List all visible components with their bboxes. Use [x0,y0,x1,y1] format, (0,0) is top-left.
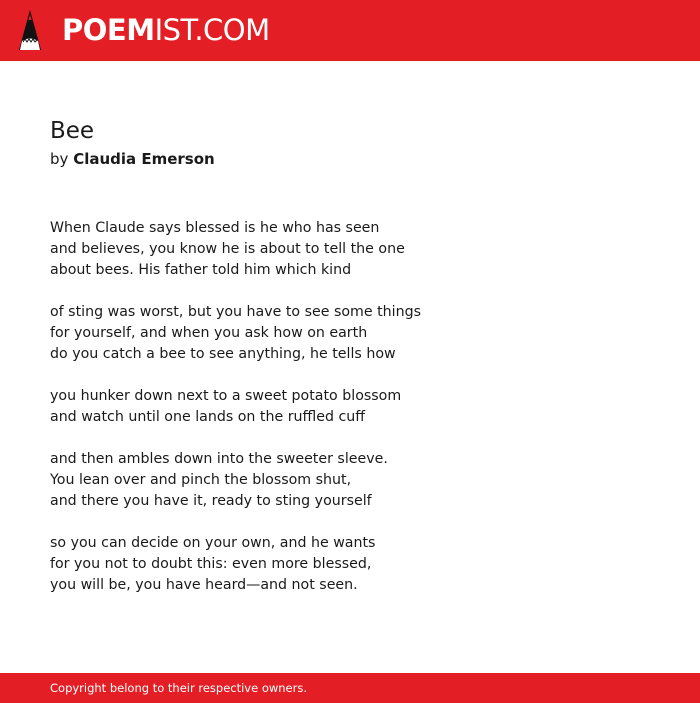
poem-line: When Claude says blessed is he who has seen [50,220,380,236]
stanza [50,449,650,512]
stanza [50,533,650,596]
site-footer [0,673,700,703]
poem-line: you will be, you have heard⁠—⁠and not seen. [50,577,358,593]
site-header [0,0,700,61]
poem-line: You lean over and pinch the blossom shut, [50,472,352,488]
by-label: by [50,150,69,168]
logo-light-text: IST.COM [154,13,270,47]
poem-line: you hunker down next to a sweet potato blossom [50,388,402,404]
site-logo[interactable] [62,12,270,48]
poem-line: and watch until one lands on the ruffled cuff [50,409,366,425]
byline [50,147,650,171]
poem-line: for you not to doubt this: even more blessed, [50,556,372,572]
copyright-text: Copyright belong to their respective owners. [50,681,308,695]
pencil-nib-icon[interactable] [18,9,42,51]
poem-line: do you catch a bee to see anything, he tells how [50,346,396,362]
poem-line: about bees. His father told him which kind [50,262,352,278]
author-name[interactable]: Claudia Emerson [73,150,215,168]
stanza [50,302,650,365]
poem-line: for yourself, and when you ask how on earth [50,325,368,341]
stanza [50,218,650,281]
poem-body [50,218,650,596]
poem-title: Bee [50,118,95,144]
logo-bold-text: POEM [62,13,155,47]
poem-line: and then ambles down into the sweeter sleeve. [50,451,388,467]
poem-content [50,116,650,617]
poem-line: and believes, you know he is about to tell the one [50,241,405,257]
stanza [50,386,650,428]
poem-line: of sting was worst, but you have to see some things [50,304,421,320]
poem-line: so you can decide on your own, and he wants [50,535,376,551]
poem-line: and there you have it, ready to sting yourself [50,493,372,509]
